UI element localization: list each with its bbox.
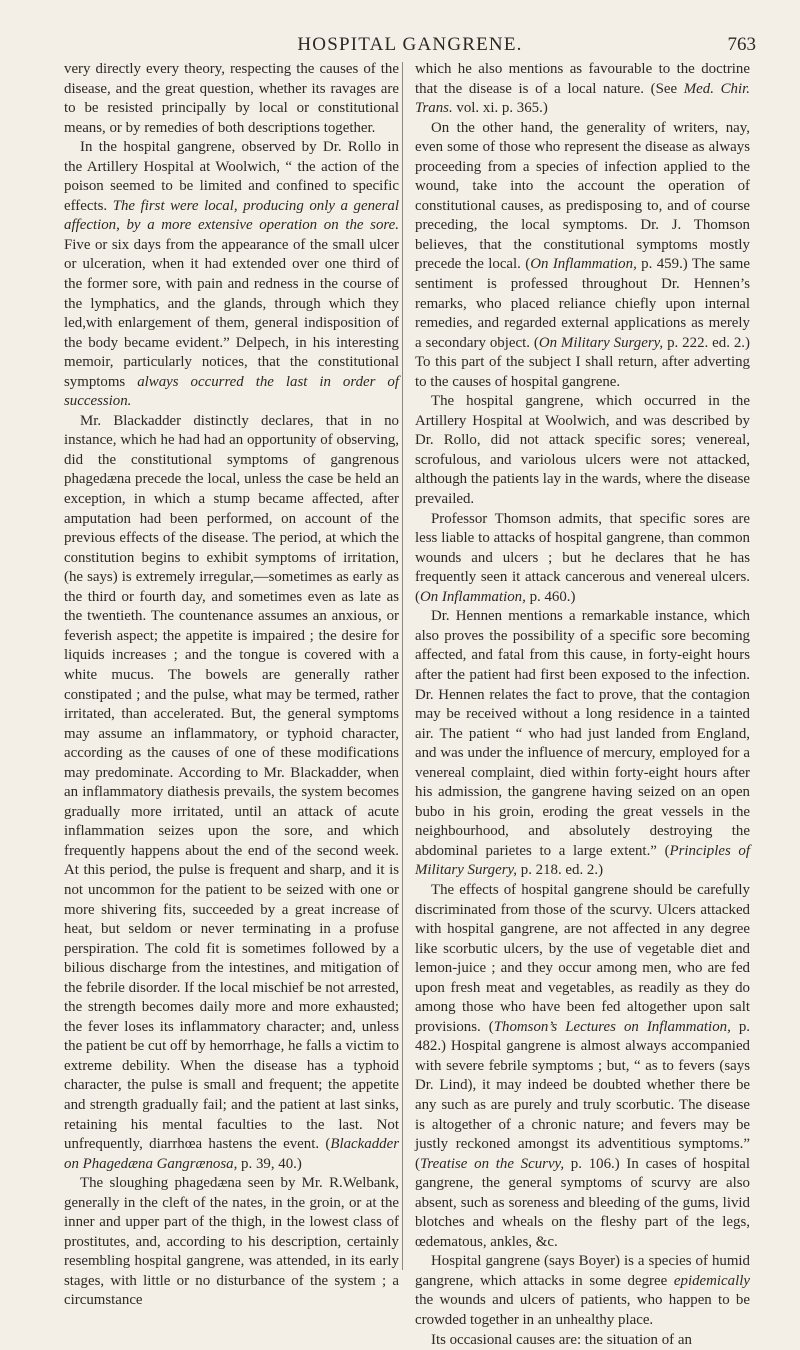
italic-run: Blackadder on Phagedæna Gangrænosa, [64,1136,400,1172]
text-run: Hospital gangrene (says Boyer) is a species of humid gangrene, which attacks in some degree [415,1253,750,1289]
italic-run: Treatise on the Scurvy, [419,1155,565,1172]
text-run: p. 39, 40.) [237,1155,302,1172]
paragraph [415,510,750,608]
page-number: 763 [727,34,756,55]
text-run: p. 222. ed. 2.) To this part of the subject I shall return, after adverting to the causes of hospital gangrene. [415,334,750,390]
text-run: In the hospital gangrene, observed by Dr. Rollo in the Artillery Hospital at Woolwich, “ the action of the poison seemed to be limited and confined to specific effects. [64,139,399,214]
italic-run: epidemically [673,1272,750,1289]
text-run: p. 482.) Hospital gangrene is almost always accompanied with severe febrile symptoms ; but, “ as to fevers (says Dr. Lind), it may indeed be doubted whether there be any such as are purely and truly scorbutic. The disease is altogether of a chronic nature; and fevers may be justly reckoned amongst its adventitious symptoms.” ( [415,1018,750,1172]
running-title: HOSPITAL GANGRENE. [297,34,523,55]
italic-run: On Inflammation, [419,588,526,605]
text-run: the wounds and ulcers of patients, who happen to be crowded together in an unhealthy place. [415,1292,750,1328]
paragraph: The sloughing phagedæna seen by Mr. R.Welbank, generally in the cleft of the nates, in the groin, or at the inner and upper part of the thigh, in the lowest class of prostitutes, and, according to his description, certainly resembling hospital gangrene, was attended, in its early stages, with little or no disturbance of the system ; a circumstance [64,1175,399,1309]
paragraph: Its occasional causes are: the situation of an [431,1331,692,1348]
paragraph [64,412,399,1174]
text-run: p. 460.) [525,588,576,605]
page-header [64,34,756,60]
text-run: ( [319,1136,331,1153]
paragraph: very directly every theory, respecting the causes of the disease, and the great question, whether its ravages are to be resisted principally by local or constitutional means, or by remedies of both descriptions together. [64,61,399,136]
italic-run: Thomson’s Lectures on Inflammation, [493,1018,731,1035]
paragraph [415,607,750,881]
italic-run: Principles of Military Surgery, [415,842,750,879]
right-column [415,60,750,1350]
italic-run: On Inflammation, [530,256,637,273]
text-run: p. 218. ed. 2.) [517,862,604,879]
paragraph [415,60,750,119]
text-run: On the other hand, the generality of writers, nay, even some of those who represent the disease as always proceeding from a species of infection applied to the wound, take into the account the operation of constitutional causes, as predisposing to, and of course preceding, the local symptoms. Dr. J. Thomson believes, that the constitutional symptoms mostly precede the local. ( [415,119,750,273]
text-run: p. 459.) The same sentiment is professed throughout Dr. Hennen’s remarks, who placed reliance chiefly upon internal remedies, and regarded external applications as merely a secondary object. ( [415,256,750,351]
text-run: The effects of hospital gangrene should be carefully discriminated from those of the scurvy. Ulcers attacked with hospital gangrene, are not affected in any degree like scorbutic ulcers, by the use of vegetable diet and lemon-juice ; and they occur among men, who are fed upon fresh meat and vegetables, as readily as they do among those who have been fed altogether upon salt provisions. ( [415,881,750,1035]
left-column [64,60,399,1311]
column-divider [402,62,403,1270]
paragraph: The hospital gangrene, which occurred in the Artillery Hospital at Woolwich, and was described by Dr. Rollo, did not attack specific sores; venereal, scrofulous, and variolous ulcers were not attacked, although the patients lay in the wards, where the disease prevailed. [415,393,750,508]
italic-run: Med. Chir. Trans. [415,80,750,117]
text-run: p. 106.) In cases of hospital gangrene, the general symptoms of scurvy are also absent, such as soreness and bleeding of the gums, livid blotches and wheals on the fleshy part of the legs, œdematous, ankles, &c. [415,1155,750,1250]
text-run: Professor Thomson admits, that specific sores are less liable to attacks of hospital gangrene, than common wounds and ulcers ; but he declares that he has frequently seen it attack cancerous and venereal ulcers. ( [415,510,750,605]
text-run: vol. xi. p. 365.) [452,100,548,117]
text-run: Five or six days from the appearance of the small ulcer or ulceration, when it had extended over one third of the former sore, with pain and redness in the course of the lymphatics, and the glands, through which they led,with enlargement of them, general indisposition of the body became evident.” Delpech, in his interesting memoir, particularly notices, that the constitutional symptoms [64,236,399,390]
italic-run: On Military Surgery, [538,334,664,351]
text-run: which he also mentions as favourable to the doctrine that the disease is of a local nature. (See [415,61,750,97]
paragraph [415,881,750,1252]
text-run: Dr. Hennen mentions a remarkable instance, which also proves the possibility of a specific sore becoming affected, and fatal from this cause, in forty-eight hours after the patient had first been exposed to the infection. Dr. Hennen relates the fact to prove, that the contagion may be received without a long residence in a tainted air. The patient “ who had just landed from England, and was under the influence of mercury, employed for a venereal complaint, died within forty-eight hours after his admission, the gangrene having seized on an open bubo in his groin, eroding the great vessels in the neighbourhood, and absolutely destroying the abdominal parietes to a large extent.” ( [415,608,750,859]
italic-run: always occurred the last in order of succession. [64,373,399,410]
paragraph [64,138,399,412]
paragraph [415,1252,750,1330]
paragraph [415,119,750,393]
text-run: Mr. Blackadder distinctly declares, that in no instance, which he had had an opportunity of observing, did the constitutional symptoms of gangrenous phagedæna precede the local, unless the case be held an exception, in which a stump became affected, after amputation had been performed, on account of the previous effects of the disease. The period, at which the constitution begins to exhibit symptoms of irritation, (he says) is extremely irregular,—sometimes as early as the third or fourth day, and sometimes even as late as the twentieth. The countenance assumes an anxious, or feverish aspect; the appetite is impaired ; the desire for liquids increases ; and the tongue is covered with a white mucus. The bowels are generally rather constipated ; and the pulse, what may be termed, rather irritated, than accelerated. But, the general symptoms may assume an inflammatory, or typhoid character, according as the causes of one of these modifications may predominate. According to Mr. Blackadder, when an inflammatory diathesis prevails, the system becomes gradually more irritated, until an attack of acute inflammation seizes upon the sore, and which frequently happens about the end of the second week. At this period, the pulse is frequent and sharp, and it is not uncommon for the patient to be seized with one or more shivering fits, succeeded by a great increase of heat, but seldom or never terminating in a profuse perspiration. The cold fit is sometimes followed by a bilious discharge from the intestines, and mitigation of the febrile disorder. If the local mischief be not arrested, the strength becomes daily more and more exhausted; the fever loses its inflammatory character; and, unless the patient be cut off by hemorrhage, he falls a victim to extreme debility. When the disease has a typhoid character, the pulse is small and frequent; the appetite and strength gradually fail; and the patient at last sinks, retaining his mental faculties to the last. Not unfrequently, diarrhœa hastens the event. [64,412,399,1153]
italic-run: The first were local, producing only a general affection, by a more extensive operation on the sore. [64,197,399,234]
